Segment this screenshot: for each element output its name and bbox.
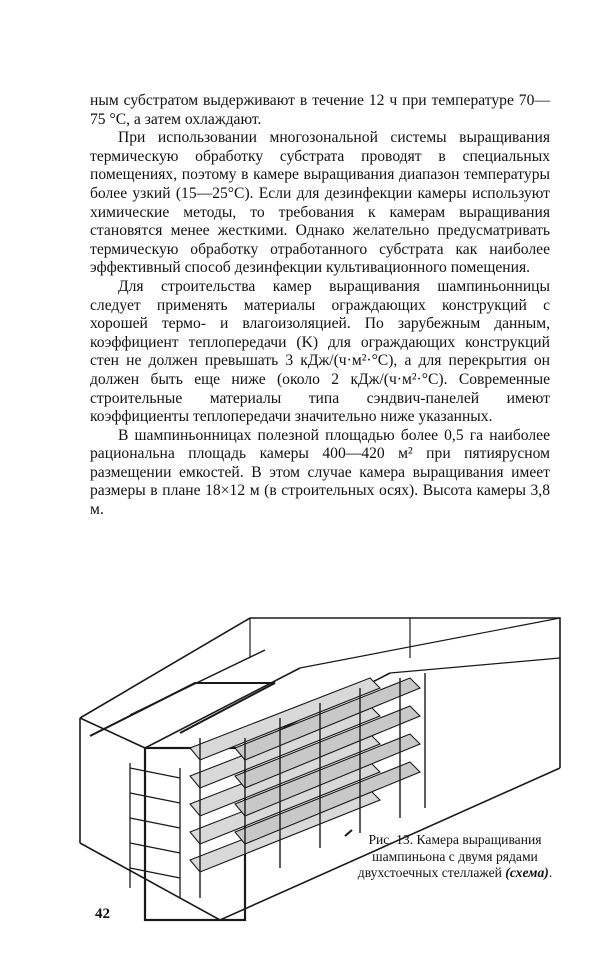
figure-label: Рис. 13. — [368, 832, 414, 847]
page-number: 42 — [95, 906, 110, 922]
paragraph-dimensions: В шампиньонницах полезной площадью более 0,5 га наиболее рациональна площадь камеры 400—420 м² при пятиярусном размещении емкостей. В этом случае камера выращивания имеет размеры в плане 18×12 м (в строительных осях). Высота камеры 3,8 м. — [90, 426, 550, 519]
body-text — [90, 92, 550, 520]
figure-caption-note: (схема) — [505, 865, 549, 881]
figure-caption — [356, 832, 554, 882]
paragraph-materials: Для строительства камер выращивания шампиньонницы следует применять материалы ограждающих конструкций с хорошей термо- и влагоизоляцией. По зарубежным данным, коэффициент теплопередачи (K) для ограждающих конструкций стен не должен превышать 3 кДж/(ч·м²·°С), а для перекрытия он должен быть еще ниже (около 2 кДж/(ч·м²·°С). Современные строительные материалы типа сэндвич-панелей имеют коэффициенты теплопередачи значительно ниже указанных. — [90, 277, 550, 426]
paragraph-continuation: ным субстратом выдерживают в течение 12 ч при температуре 70—75 °С, а затем охлаждают. — [90, 92, 550, 128]
figure-caption-end: . — [548, 865, 553, 881]
paragraph-multizone: При использовании многозональной системы выращивания термическую обработку субстрата проводят в специальных помещениях, поэтому в камере выращивания диапазон температуры более узкий (15—25°С). Если для дезинфекции камеры используют химические методы, то требования к камерам выращивания становятся менее жесткими. Однако желательно предусматривать термическую обработку отработанного субстрата как наиболее эффективный способ дезинфекции культивационного помещения. — [90, 129, 550, 277]
figure-caption-text: Камера выращивания шампиньона с двумя рядами двухстоечных стеллажей — [357, 832, 542, 881]
